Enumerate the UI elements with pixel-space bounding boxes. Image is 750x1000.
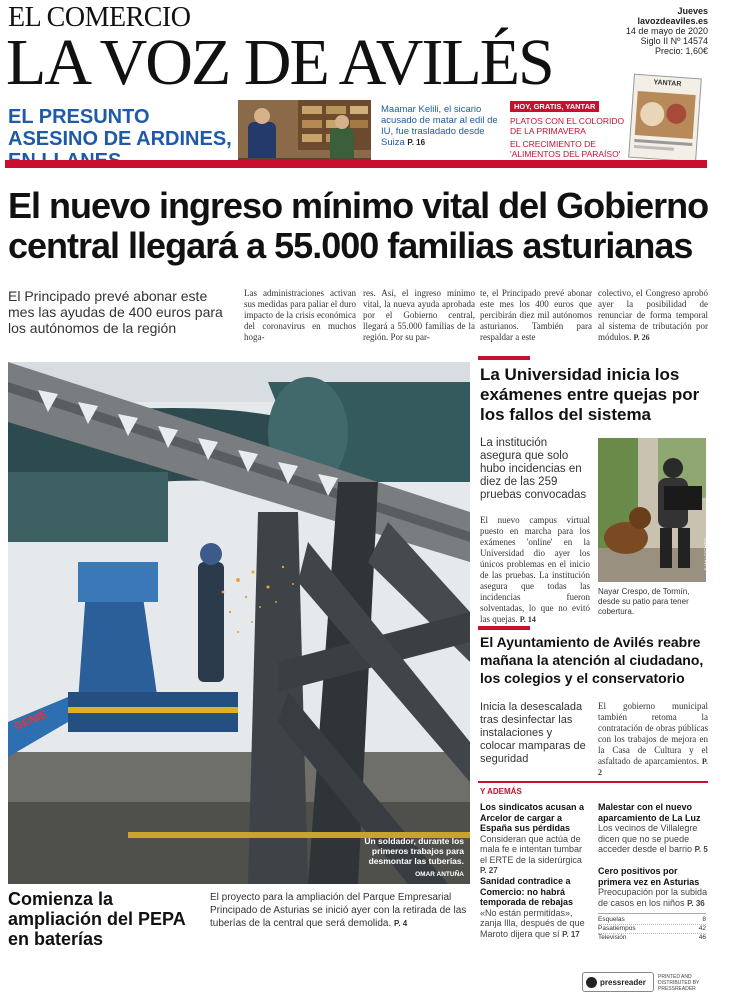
top-strip-story-ref: P. 16 (407, 138, 426, 147)
ademas-item-ref: P. 17 (562, 929, 580, 939)
ademas-item-text-body: Preocupación por la subida de casos en los niños (598, 887, 708, 908)
ayuntamiento-ref: P. 2 (598, 757, 709, 777)
platform-label: GENIE (12, 708, 49, 733)
ademas-item[interactable] (480, 802, 590, 877)
index-label: Pasatiempos (598, 925, 636, 932)
university-headline[interactable]: La Universidad inicia los exámenes entre quejas por los fallos del sistema (480, 365, 700, 424)
ademas-label: Y ADEMÁS (480, 787, 522, 796)
main-photo-caption (359, 836, 464, 866)
pepa-text-body: El proyecto para la ampliación del Parque Empresarial Principado de Asturias se inició ayer con la retirada de las tuberías de la central que será demolida. (210, 892, 467, 929)
promo-box[interactable] (510, 96, 625, 159)
main-photo-caption-text: Un soldador, durante los primeros trabajos para desmontar las tuberías. (364, 836, 464, 866)
ademas-rule (478, 781, 708, 783)
ademas-item-ref: P. 36 (687, 898, 705, 908)
lead-col-1: Las administraciones activan sus medidas para paliar el duro impacto de la crisis económica del coronavirus en muchos hoga- (244, 288, 356, 342)
index-label: Televisión (598, 934, 627, 941)
ademas-item[interactable] (480, 876, 590, 940)
masthead-title: LA VOZ DE AVILÉS (6, 26, 553, 99)
top-strip-rule (5, 160, 707, 168)
promo-magazine-label: YANTAR (653, 79, 682, 89)
main-photo-credit: OMAR ANTUÑA (415, 871, 464, 878)
top-strip-photo (238, 100, 371, 166)
university-ref: P. 14 (519, 615, 536, 624)
lead-col-3: te, el Principado prevé abonar este mes los 400 euros que percibirán diez mil autónomos asturianos. También para respaldar a este (480, 288, 592, 342)
lead-headline[interactable]: El nuevo ingreso mínimo vital del Gobierno central llegará a 55.000 familias asturianas (8, 185, 709, 266)
pressreader-brand: pressreader (600, 977, 646, 987)
pepa-headline[interactable]: Comienza la ampliación del PEPA en baterías (8, 889, 186, 949)
lead-col-4 (598, 288, 708, 343)
ademas-item-text (480, 834, 590, 877)
pressreader-badge[interactable] (582, 972, 654, 992)
top-strip-story-text: Maamar Kelili, el sicario acusado de matar al edil de IU, fue trasladado desde Suiza (381, 104, 498, 148)
top-strip-story[interactable] (381, 104, 499, 148)
masthead-info (626, 6, 708, 56)
pressreader-icon (586, 977, 597, 988)
ademas-item-text-body: Consideran que actúa de mala fe e intentan tumbar el ERTE de la siderúrgica (480, 833, 583, 865)
lead-col-2: res. Así, el ingreso mínimo vital, la nueva ayuda aprobada por el Gobierno central, llegará a 55.000 familias de la región. Por su par- (363, 288, 475, 342)
pepa-ref: P. 4 (394, 919, 408, 928)
ademas-item-text-body: Los vecinos de Villalegre dicen que no se puede acceder desde el barrio (598, 823, 698, 854)
university-lead: La institución asegura que solo hubo incidencias en diez de las 259 pruebas convocadas (480, 437, 587, 501)
ademas-item-title: Sanidad contradice a Comercio: no habrá temporada de rebajas (480, 876, 574, 907)
ademas-item-title: Malestar con el nuevo aparcamiento de La Luz (598, 802, 701, 823)
ademas-item-text-body: «No están permitidas», zanja Illa, después de que Maroto dijera que sí (480, 907, 585, 939)
ademas-item-text (598, 823, 708, 856)
ayuntamiento-headline[interactable]: El Ayuntamiento de Avilés reabre mañana la atención al ciudadano, los colegios y el conservatorio (480, 634, 704, 686)
masthead-website[interactable]: lavozdeaviles.es (637, 16, 708, 26)
ademas-item-ref: P. 27 (480, 866, 498, 875)
index-row[interactable] (598, 925, 706, 934)
index-page: 8 (702, 916, 706, 923)
index-page: 42 (698, 925, 706, 932)
ademas-item[interactable] (598, 866, 708, 909)
index-row[interactable] (598, 916, 706, 925)
index-box (598, 913, 706, 942)
ayuntamiento-body (598, 701, 708, 778)
ademas-item-text (480, 908, 590, 941)
university-photo-credit: JUAN CIENTO (704, 538, 710, 572)
masthead-date: 14 de mayo de 2020 (625, 26, 708, 36)
promo-line1: PLATOS CON EL COLORIDO DE LA PRIMAVERA (510, 116, 625, 136)
university-body-text: El nuevo campus virtual puesto en marcha para los exámenes 'online' en la Universidad dio ayer los únicos problemas en el inicio de las pruebas. La institución asegura que todas las incidencias fueron solventadas, lo que no evitó las quejas. (480, 515, 590, 624)
ademas-item-text (598, 887, 708, 909)
ayuntamiento-rule (478, 626, 530, 630)
lead-col-4-ref: P. 26 (633, 333, 650, 342)
masthead-day: Jueves (677, 6, 708, 16)
promo-tag: HOY, GRATIS, YANTAR (510, 101, 599, 112)
university-rule (478, 356, 530, 360)
top-strip-headline: EL PRESUNTO ASESINO DE ARDINES, (8, 106, 232, 150)
ayuntamiento-lead: Inicia la desescalada tras desinfectar las instalaciones y colocar mamparas de seguridad (480, 701, 586, 765)
pressreader-small: PRINTED AND DISTRIBUTED BY PRESSREADER (658, 974, 700, 992)
lead-col-4-text: colectivo, el Congreso aprobó ayer la posibilidad de renunciar de forma temporal al sistema de tributación por módulos. (598, 288, 708, 342)
masthead-price: Precio: 1,60€ (654, 46, 708, 56)
university-photo-caption: Nayar Crespo, de Tormín, desde su patio para tener cobertura. (598, 587, 690, 616)
ademas-item-title: Los sindicatos acusan a Arcelor de cargar a España sus pérdidas (480, 802, 585, 833)
promo-magazine[interactable] (628, 74, 702, 163)
university-body (480, 515, 590, 625)
index-row[interactable] (598, 934, 706, 942)
lead-subhead: El Principado prevé abonar este mes las ayudas de 400 euros para los autónomos de la región (8, 288, 223, 336)
ademas-item[interactable] (598, 802, 708, 856)
masthead-top: EL COMERCIO (8, 2, 191, 33)
index-page: 46 (698, 934, 706, 941)
ademas-item-ref: P. 5 (694, 845, 708, 854)
ademas-item-title: Cero positivos por primera vez en Asturias (598, 866, 700, 887)
main-photo (8, 362, 470, 884)
promo-line2: EL CRECIMIENTO DE 'ALIMENTOS DEL PARAÍSO' (510, 139, 621, 159)
university-photo (598, 438, 710, 582)
ayuntamiento-body-text: El gobierno municipal también retoma la contratación de obras públicas con los trabajos de mejora en la Casa de Cultura y el asfaltado de aparcamientos. (598, 701, 708, 766)
index-label: Esquelas (598, 916, 625, 923)
masthead-issue: Siglo II Nº 14574 (640, 36, 708, 46)
pepa-text (210, 891, 472, 930)
